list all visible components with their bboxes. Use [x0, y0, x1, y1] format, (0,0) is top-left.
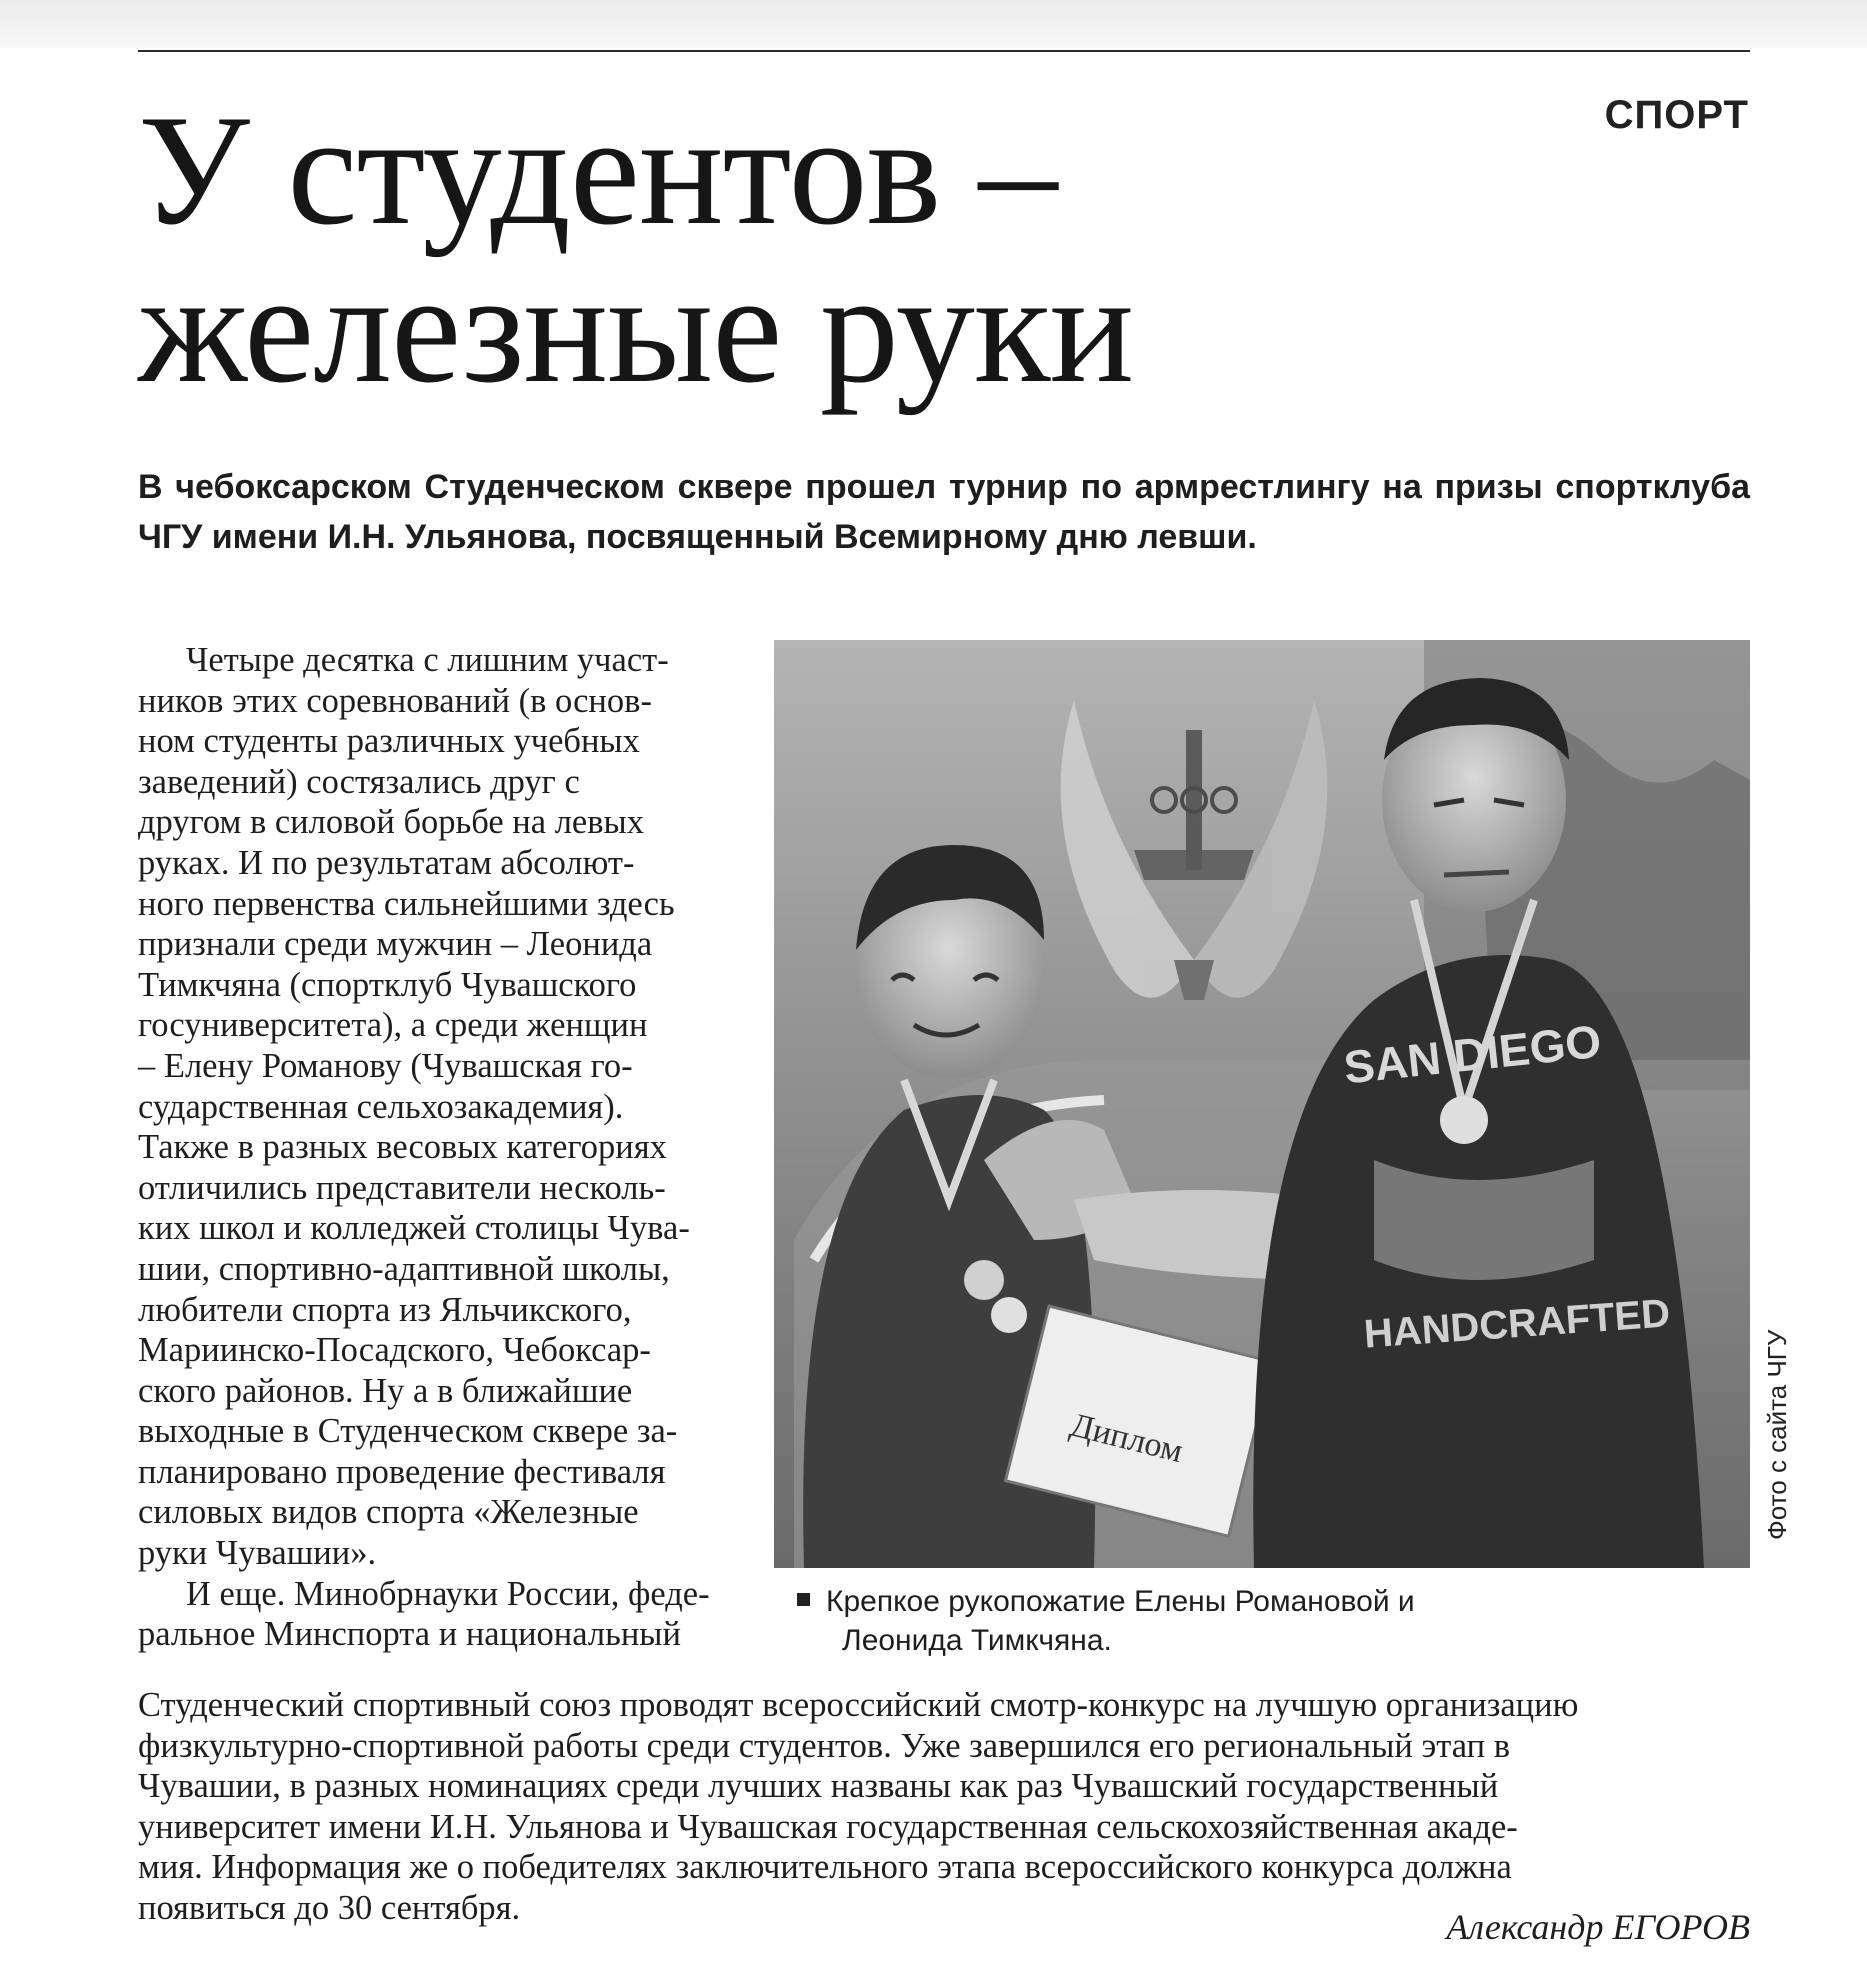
text-line: ного первенства сильнейшими здесь — [138, 884, 675, 923]
caption-bullet-icon — [797, 1593, 810, 1606]
text-line: ского районов. Ну а в ближайшие — [138, 1371, 633, 1410]
text-line: силовых видов спорта «Железные — [138, 1493, 639, 1532]
text-line: руки Чувашии». — [138, 1534, 377, 1573]
text-line: – Елену Романову (Чувашская го- — [138, 1046, 633, 1085]
text-line: ников этих соревнований (в основ- — [138, 681, 652, 720]
author-byline: Александр ЕГОРОВ — [1446, 1907, 1750, 1947]
text-line: признали среди мужчин – Леонида — [138, 925, 653, 964]
text-line: Четыре десятка с лишним участ- — [186, 641, 669, 679]
previous-page-bleed — [0, 0, 1867, 48]
text-line: шии, спортивно-адаптивной школы, — [138, 1249, 670, 1288]
photo-caption — [797, 1582, 1657, 1660]
text-line: И еще. Минобрнауки России, феде- — [186, 1574, 710, 1613]
text-line: госуниверситета), а среди женщин — [138, 1006, 648, 1045]
text-line: ких школ и колледжей столицы Чува- — [138, 1209, 690, 1248]
article-photo — [774, 640, 1750, 1568]
photo-credit: Фото с сайта ЧГУ — [1762, 1329, 1792, 1540]
top-rule — [138, 50, 1750, 52]
text-line: мия. Информация же о победителях заключительного этапа всероссийского конкурса должна — [138, 1848, 1512, 1887]
photo-illustration — [774, 640, 1750, 1568]
text-line: Тимкчяна (спортклуб Чувашского — [138, 965, 637, 1004]
headline — [138, 83, 1518, 416]
text-line: Также в разных весовых категориях — [138, 1128, 667, 1167]
headline-line-1: У студентов – — [138, 83, 1057, 258]
text-line: Мариинско-Посадского, Чебоксар- — [138, 1331, 651, 1370]
text-line: сударственная сельхозакадемия). — [138, 1087, 624, 1126]
shirt-text-top: SAN DIEGO — [1341, 1014, 1604, 1094]
section-label: СПОРТ — [1604, 93, 1749, 137]
text-line: университет имени И.Н. Ульянова и Чувашская государственная сельскохозяйственная акаде- — [138, 1807, 1518, 1846]
shirt-text-bottom: HANDCRAFTED — [1362, 1291, 1672, 1357]
text-line: отличились представители несколь- — [138, 1168, 666, 1207]
headline-line-2: железные руки — [138, 241, 1134, 416]
caption-line-2: Леонида Тимкчяна. — [842, 1624, 1112, 1657]
paragraph-2 — [138, 1574, 738, 1655]
paragraph-1 — [138, 640, 738, 1574]
text-line: другом в силовой борьбе на левых — [138, 803, 644, 842]
text-line: руках. И по результатам абсолют- — [138, 843, 635, 882]
article-column — [138, 640, 738, 1655]
lead-paragraph: В чебоксарском Студенческом сквере прошел турнир по армрестлингу на призы спортклуба ЧГУ имени И.Н. Ульянова, посвященный Всемирному дню левши. — [138, 468, 1750, 556]
text-line: выходные в Студенческом сквере за- — [138, 1412, 678, 1451]
text-line: ном студенты различных учебных — [138, 722, 640, 761]
text-line: любители спорта из Яльчикского, — [138, 1290, 632, 1329]
diploma-text: Диплом — [1066, 1406, 1187, 1471]
text-line: планировано проведение фестиваля — [138, 1452, 666, 1491]
paragraph-2-continuation — [138, 1685, 1750, 1929]
text-line: ральное Минспорта и национальный — [138, 1615, 681, 1654]
article-tail — [138, 1685, 1750, 1929]
text-line: Чувашии, в разных номинациях среди лучших названы как раз Чувашский государственный — [138, 1767, 1499, 1806]
text-line: физкультурно-спортивной работы среди студентов. Уже завершился его региональный этап в — [138, 1726, 1511, 1765]
text-line: заведений) состязались друг с — [138, 762, 580, 801]
caption-line-1: Крепкое рукопожатие Елены Романовой и — [826, 1585, 1415, 1618]
text-line: появиться до 30 сентября. — [138, 1888, 521, 1927]
text-line: Студенческий спортивный союз проводят всероссийский смотр-конкурс на лучшую организацию — [138, 1686, 1579, 1724]
